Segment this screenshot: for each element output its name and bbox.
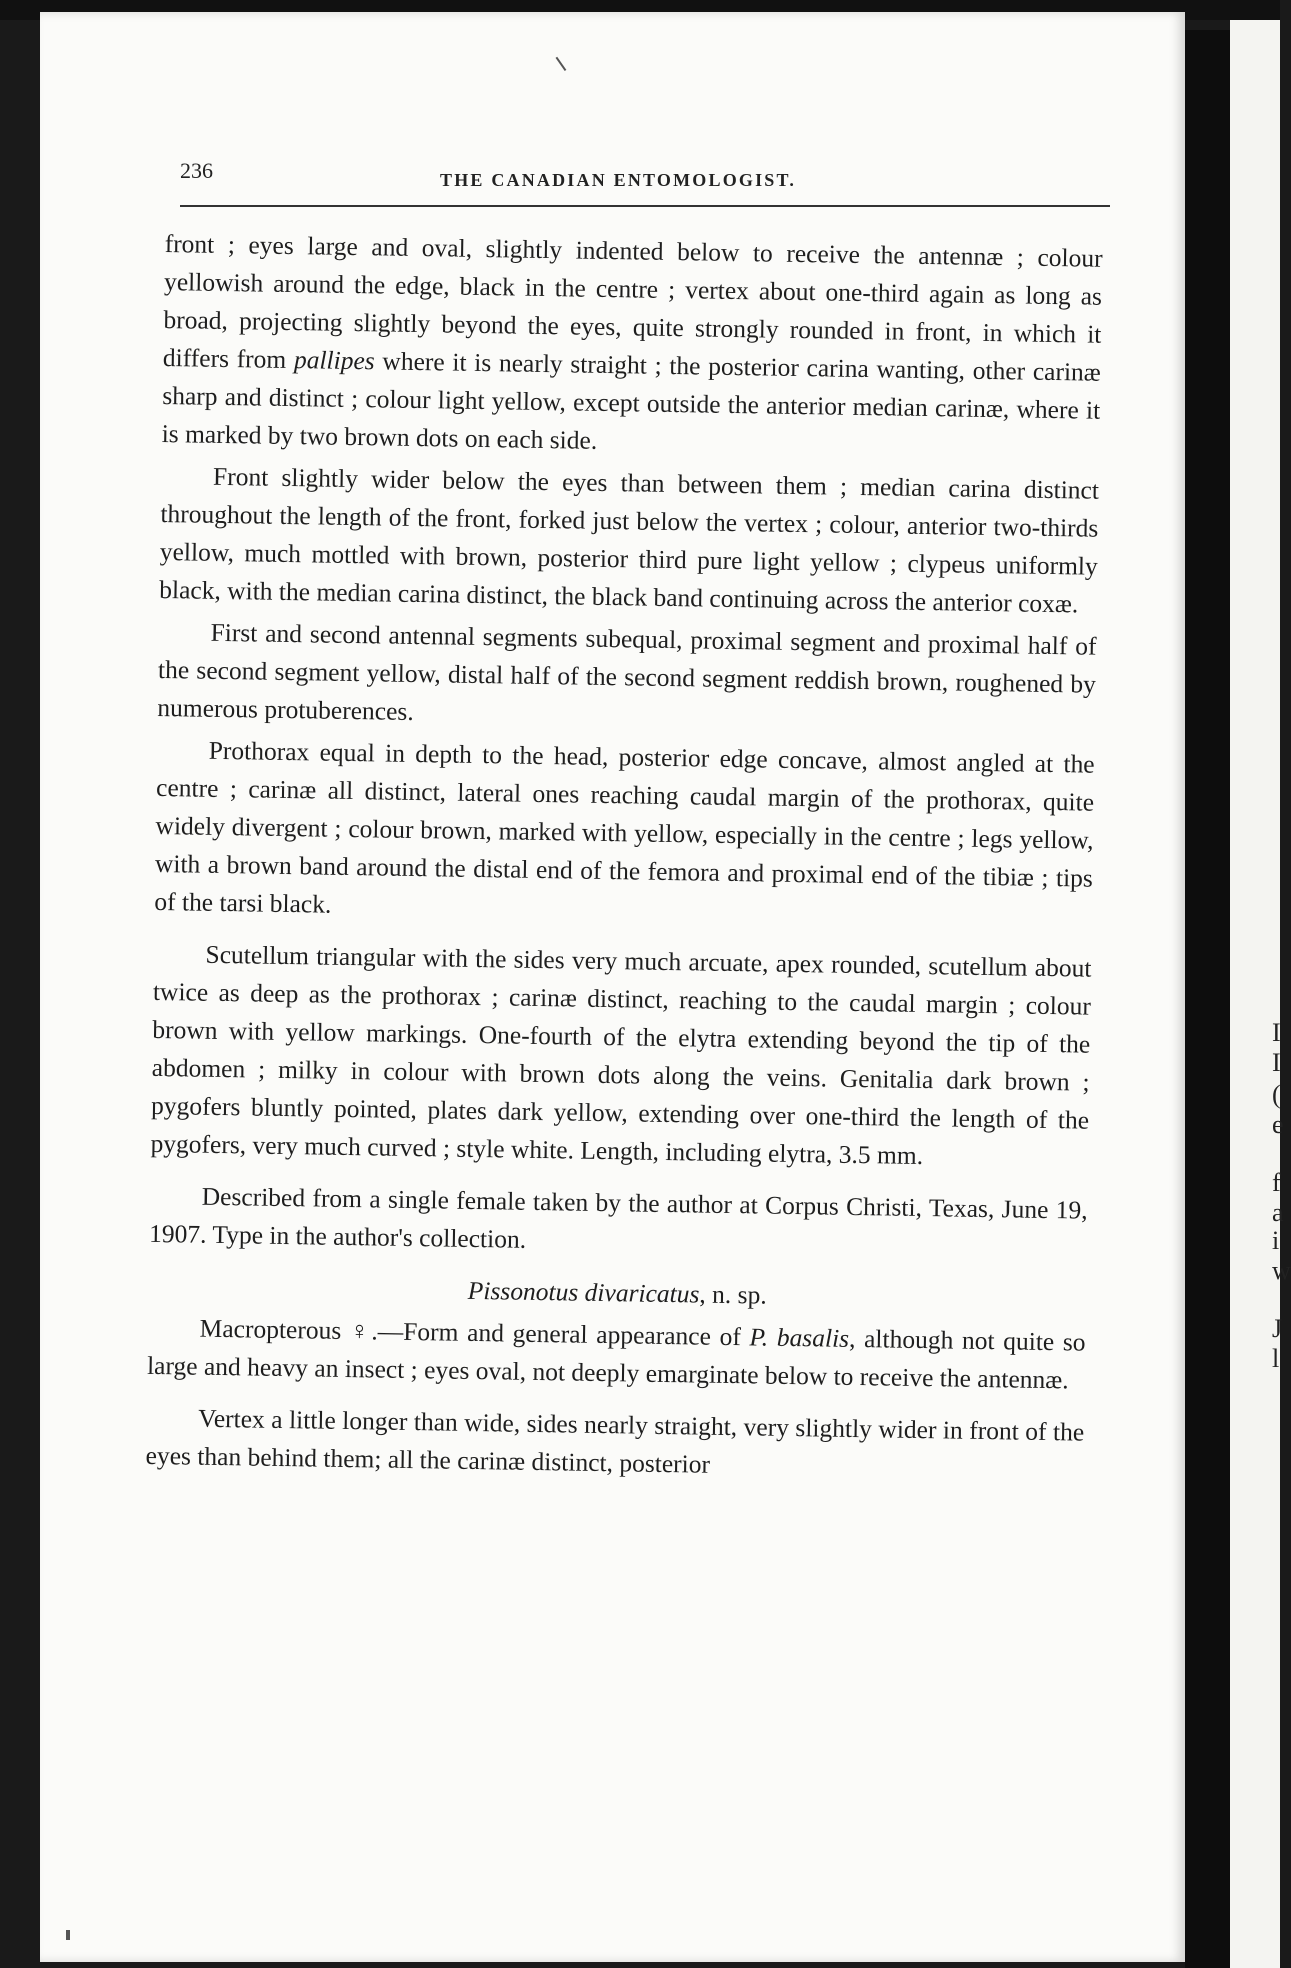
species-name: Pissonotus divaricatus — [467, 1275, 700, 1309]
paragraph: Scutellum triangular with the sides very much arcuate, apex rounded, scutellum about twice as deep as the prothorax ; carinæ distinct, reaching to the caudal margin ; colour brown with yellow markings. One-fourth of the elytra extending beyond the tip of the abdomen ; milky in colour with brown dots along the veins. Genitalia dark brown ; pygofers bluntly pointed, plates dark yellow, extending over one-third the length of the pygofers, very much curved ; style white. Length, including elytra, 3.5 mm. — [150, 939, 1092, 1171]
paragraph: front ; eyes large and oval, slightly indented below to receive the antennæ ; colour yellowish around the edge, black in the centre ; vertex about one-third again as long as broad, projecting slightly beyond the eyes, quite strongly rounded in front, in which it differs from pallipes where it is nearly straight ; the posterior carina wanting, other carinæ sharp and distinct ; colour light yellow, except outside the anterior median carinæ, where it is marked by two brown dots on each side. — [161, 228, 1103, 455]
book-gutter — [1185, 30, 1230, 1968]
next-page-fragment: I — [1272, 1048, 1281, 1077]
body-text — [145, 225, 1103, 1490]
taxon-name: P. basalis — [749, 1322, 850, 1353]
next-page-fragment: ( — [1272, 1080, 1281, 1109]
next-page-fragment: e — [1272, 1110, 1284, 1139]
taxon-name: pallipes — [293, 345, 375, 376]
next-page-edge — [1230, 20, 1291, 1968]
page-number: 236 — [180, 158, 213, 183]
paragraph: Front slightly wider below the eyes than between them ; median carina distinct throughout the length of the front, forked just below the vertex ; colour, anterior two-thirds yellow, much mottled with brown, posterior third pure light yellow ; clypeus uniformly black, with the median carina distinct, the black band continuing across the anterior coxæ. — [159, 461, 1100, 619]
paragraph: Described from a single female taken by the author at Corpus Christi, Texas, June 19, 1907. Type in the author's collection. — [148, 1181, 1088, 1254]
scan-speck — [66, 1930, 70, 1940]
next-page-fragment: f — [1272, 1168, 1281, 1197]
next-page-fragment: w — [1272, 1256, 1291, 1285]
paragraph: First and second antennal segments subequal, proximal segment and proximal half of the second segment yellow, distal half of the second segment reddish brown, roughened by numerous protuberences. — [157, 617, 1097, 726]
next-page-fragment: I — [1272, 1018, 1281, 1047]
species-suffix: , n. sp. — [699, 1279, 767, 1310]
header-rule — [180, 205, 1110, 207]
next-page-fragment: J — [1272, 1314, 1283, 1343]
running-head: THE CANADIAN ENTOMOLOGIST. — [440, 170, 797, 190]
paragraph: Vertex a little longer than wide, sides nearly straight, very slightly wider in front of the eyes than behind them; all the carinæ distinct, posterior — [145, 1403, 1085, 1479]
paragraph: Macropterous ♀.—Form and general appearance of P. basalis, although not quite so large and heavy an insect ; eyes oval, not deeply emarginate below to receive the antennæ. — [146, 1313, 1086, 1395]
next-page-fragment: l — [1272, 1344, 1280, 1373]
next-page-fragment: a — [1272, 1198, 1284, 1227]
paragraph: Prothorax equal in depth to the head, posterior edge concave, almost angled at the centre ; carinæ all distinct, lateral ones reaching caudal margin of the prothorax, quite widely divergent ; colour brown, marked with yellow, especially in the centre ; legs yellow, with a brown band around the distal end of the femora and proximal end of the tibiæ ; tips of the tarsi black. — [154, 735, 1095, 919]
next-page-fragment: i — [1272, 1226, 1280, 1255]
page-header — [180, 158, 1120, 198]
